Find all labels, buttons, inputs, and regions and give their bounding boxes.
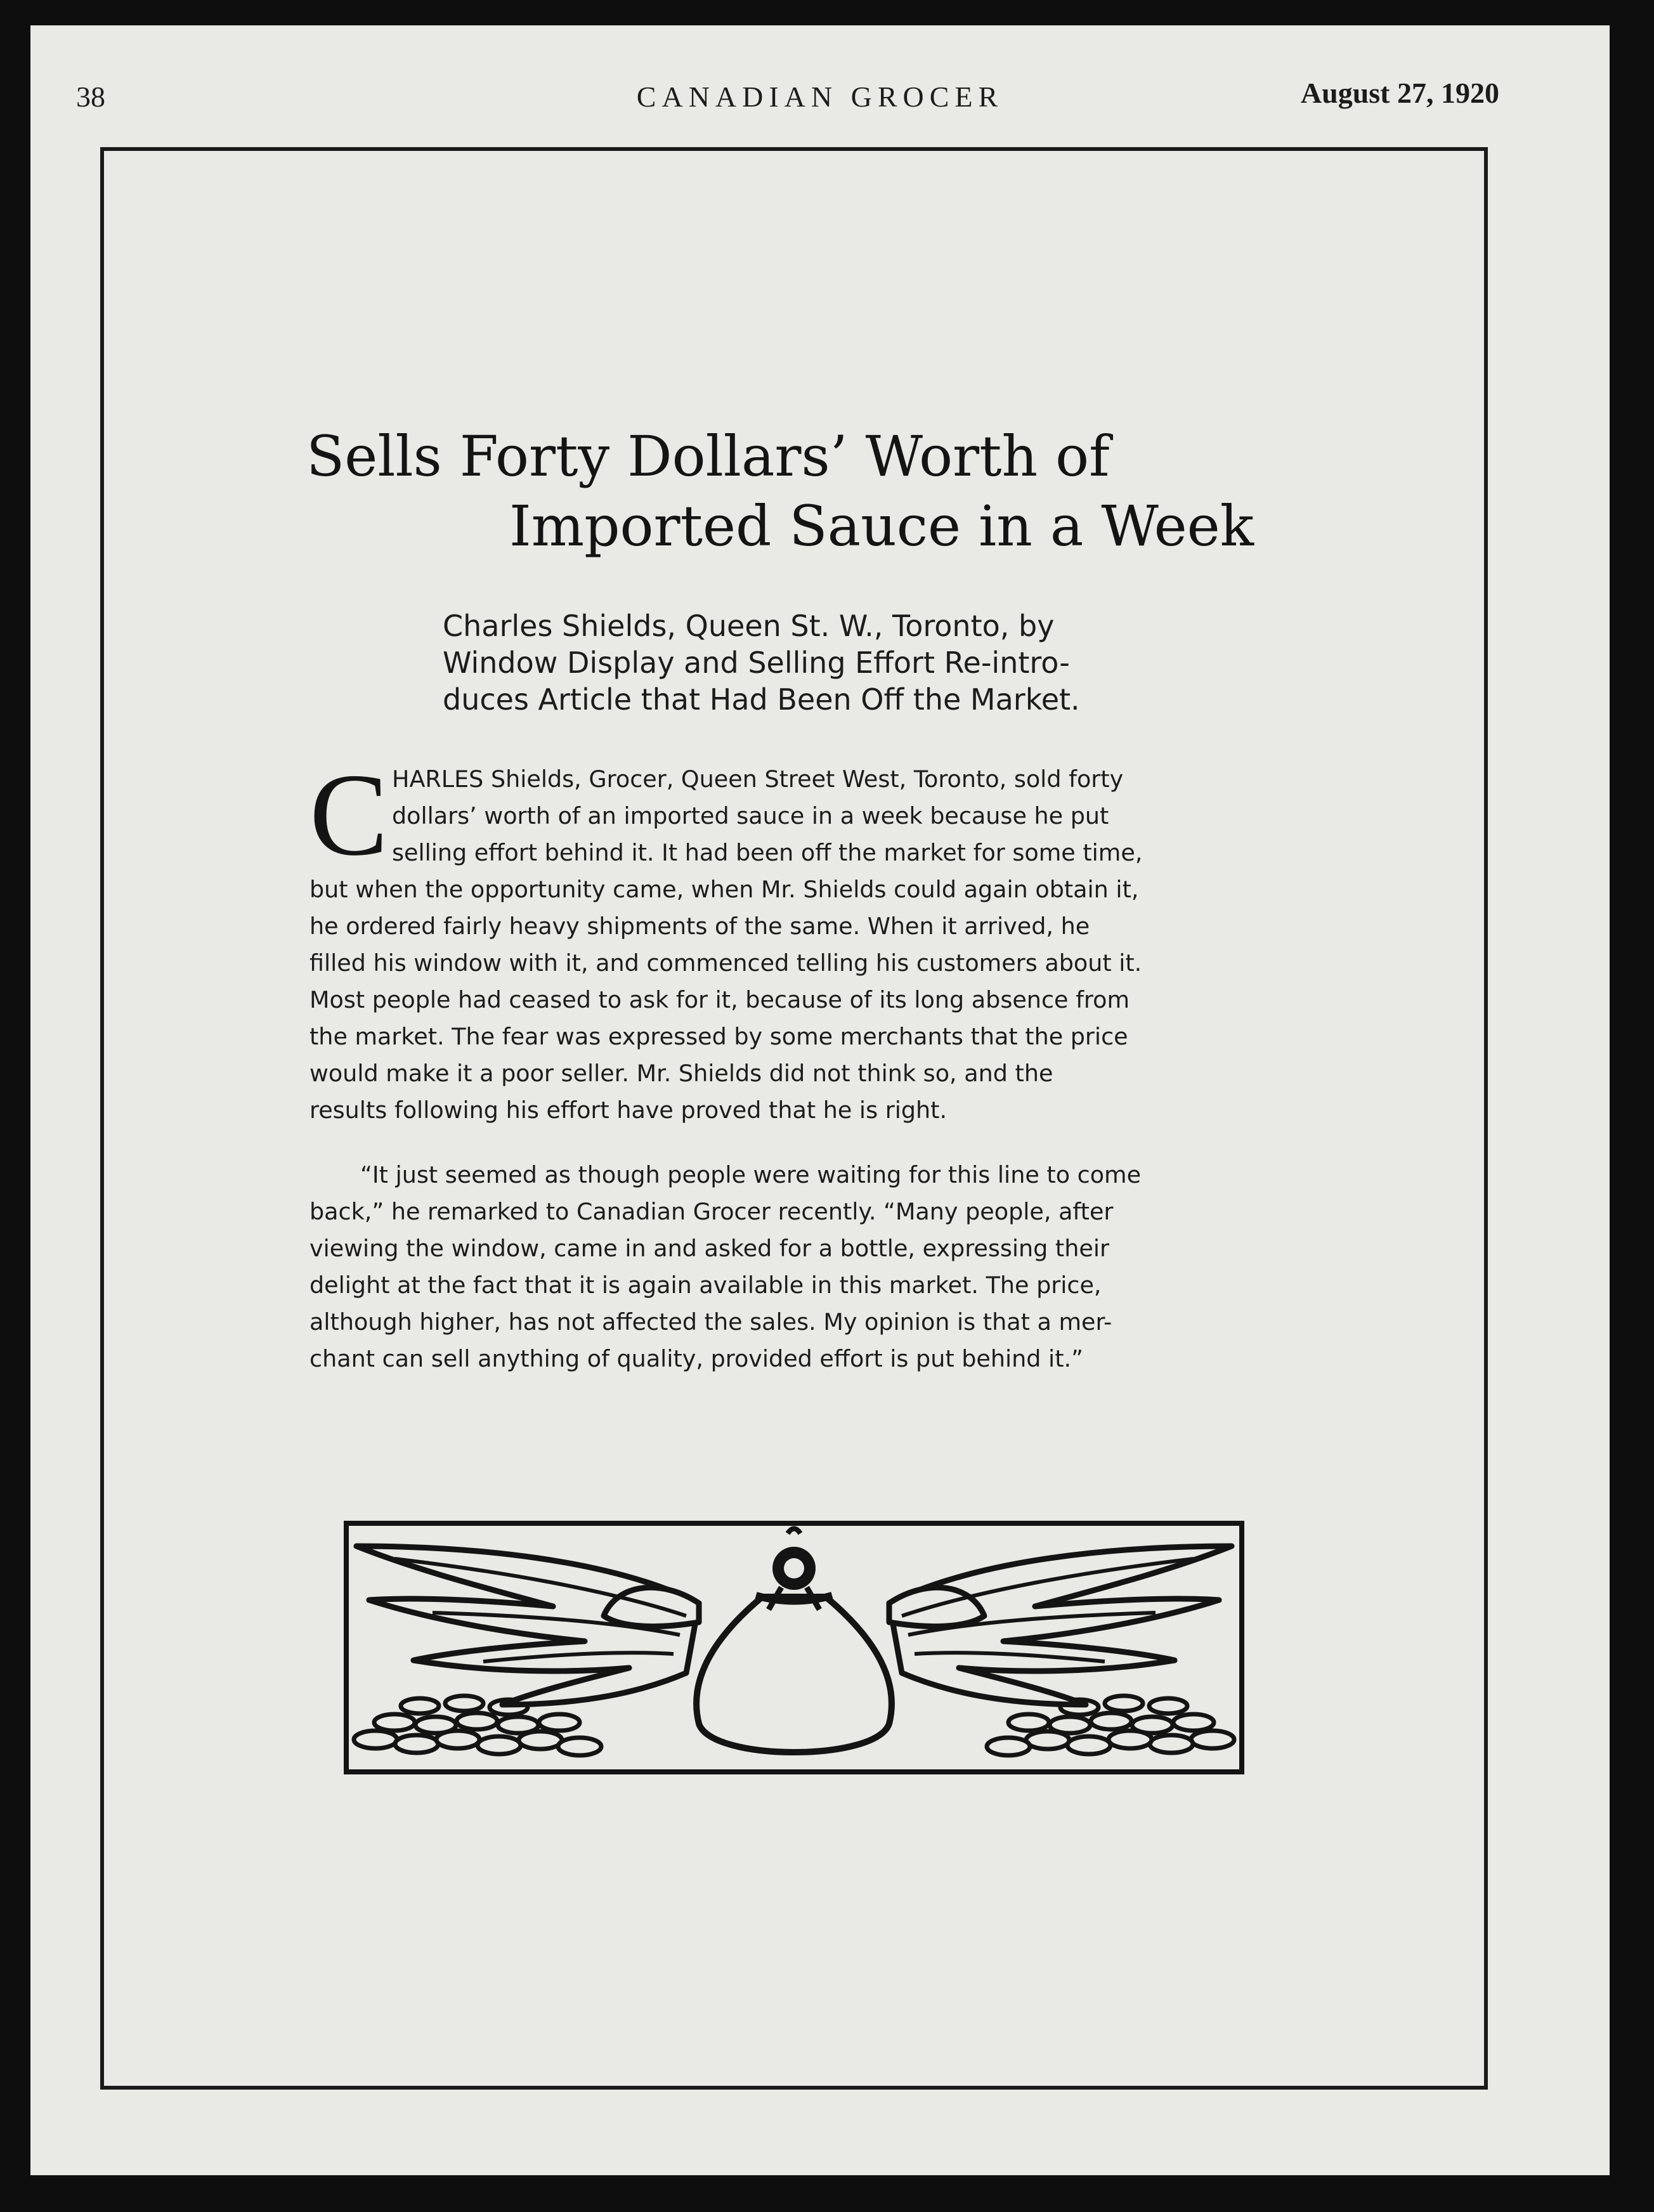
page-number: 38 — [76, 81, 105, 113]
body-line: viewing the window, came in and asked for a bottle, expressing their — [309, 1235, 1109, 1262]
body-line: results following his effort have proved that he is right. — [309, 1096, 947, 1124]
winged-money-bag-icon — [344, 1521, 1244, 1774]
paragraph-2 — [309, 1157, 1296, 1377]
body-line: back,” he remarked to Canadian Grocer recently. “Many people, after — [309, 1198, 1114, 1225]
magazine-page — [30, 25, 1610, 2175]
body-line: would make it a poor seller. Mr. Shields did not think so, and the — [309, 1060, 1053, 1087]
subheading-line: Charles Shields, Queen St. W., Toronto, by — [443, 609, 1055, 643]
headline-line: Sells Forty Dollars’ Worth of — [306, 424, 1110, 489]
page-header — [30, 25, 1610, 114]
body-line: HARLES Shields, Grocer, Queen Street West, Toronto, sold forty — [392, 765, 1124, 793]
subheading-line: Window Display and Selling Effort Re-intro- — [443, 646, 1070, 680]
publication-title: CANADIAN GROCER — [636, 81, 1004, 113]
body-line: he ordered fairly heavy shipments of the same. When it arrived, he — [309, 913, 1090, 940]
article-subheading — [443, 608, 1229, 718]
body-line: “It just seemed as though people were waiting for this line to come — [360, 1161, 1142, 1188]
body-line: filled his window with it, and commenced telling his customers about it. — [309, 949, 1142, 977]
article-body — [309, 750, 1296, 1377]
body-line: the market. The fear was expressed by some merchants that the price — [309, 1023, 1128, 1050]
body-line: but when the opportunity came, when Mr. Shields could again obtain it, — [309, 876, 1139, 903]
subheading-line: duces Article that Had Been Off the Market. — [443, 682, 1080, 717]
paragraph-1 — [309, 750, 1296, 1129]
body-line: dollars’ worth of an imported sauce in a week because he put — [392, 802, 1109, 829]
headline-line: Imported Sauce in a Week — [509, 493, 1254, 559]
article-headline — [306, 422, 1384, 561]
body-line: chant can sell anything of quality, provided effort is put behind it.” — [309, 1345, 1084, 1372]
body-line: although higher, has not affected the sales. My opinion is that a mer- — [309, 1308, 1112, 1336]
drop-cap: C — [309, 750, 389, 880]
body-line: Most people had ceased to ask for it, because of its long absence from — [309, 986, 1130, 1013]
body-line: selling effort behind it. It had been off the market for some time, — [392, 839, 1143, 866]
body-line: delight at the fact that it is again available in this market. The price, — [309, 1272, 1102, 1299]
issue-date: August 27, 1920 — [1300, 77, 1499, 109]
